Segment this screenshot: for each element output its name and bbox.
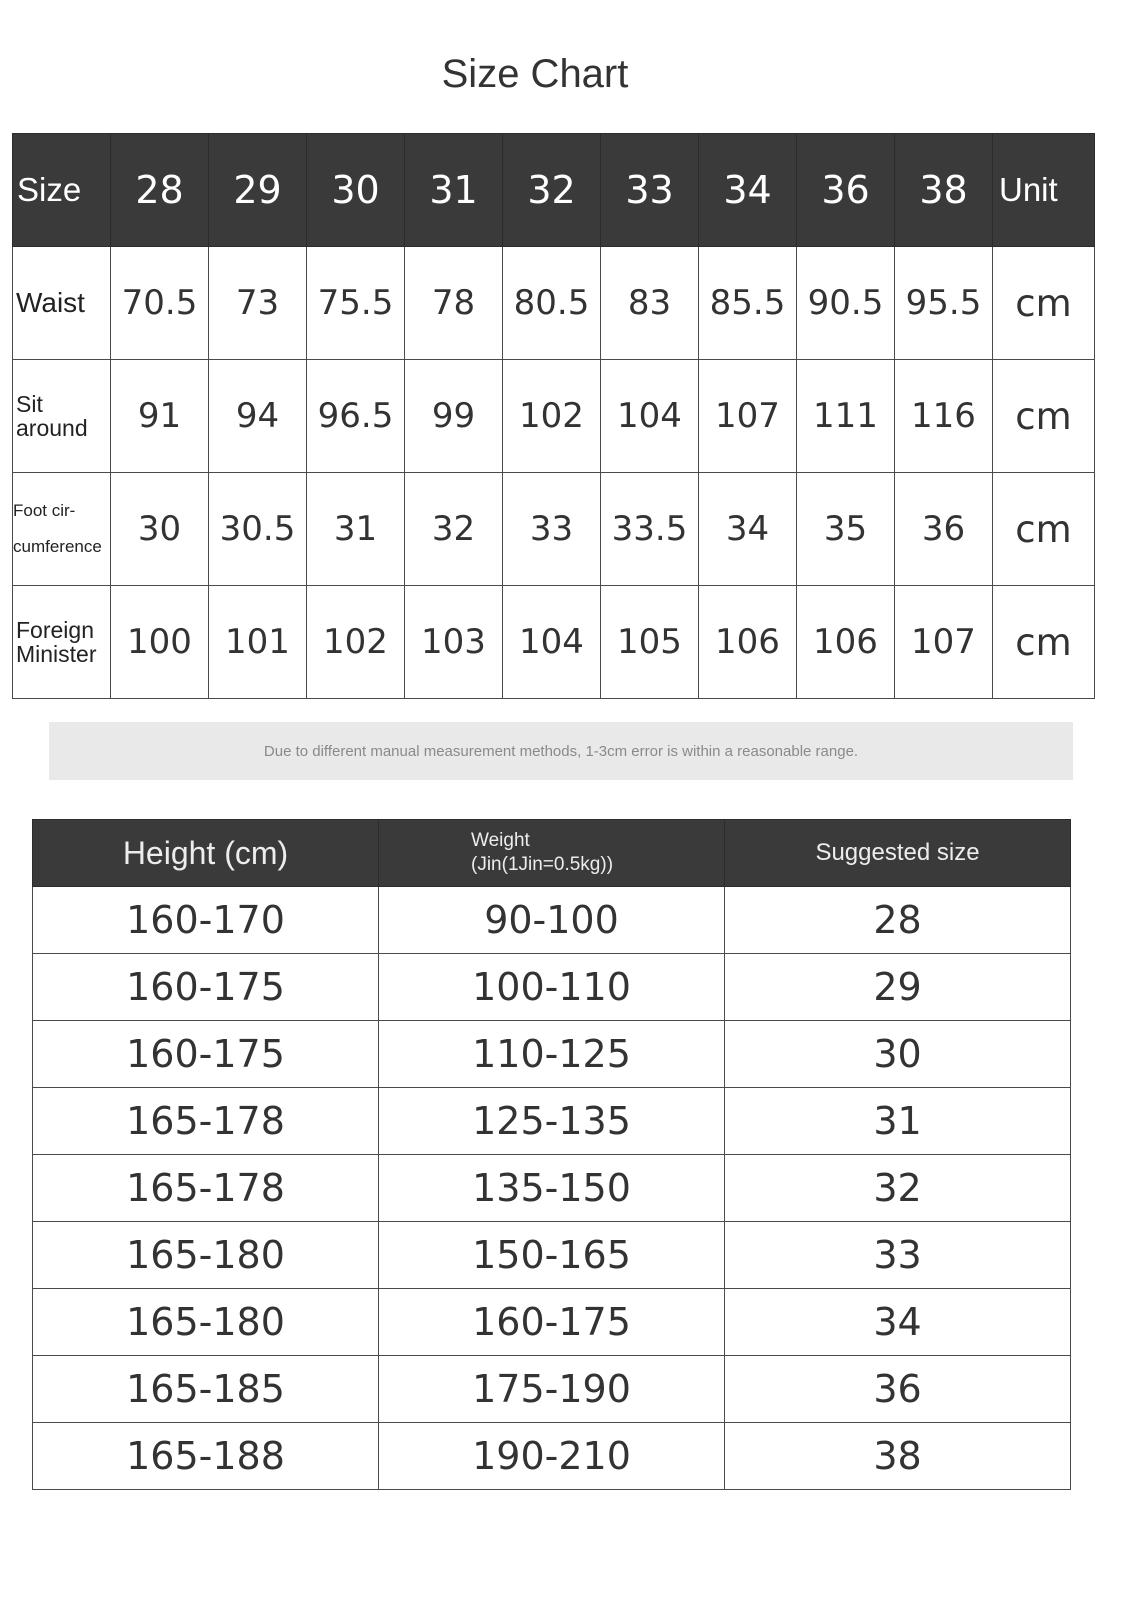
row-label-line: Minister — [16, 641, 97, 667]
measurement-cell: 101 — [209, 586, 307, 699]
row-label-line: Foreign — [16, 616, 94, 643]
weight-header — [379, 820, 725, 887]
row-label-line: around — [16, 415, 88, 441]
weight-cell: 125-135 — [379, 1088, 725, 1155]
weight-header-line: Weight — [471, 830, 530, 852]
size-cell: 33 — [725, 1222, 1071, 1289]
size-header-cell: 32 — [503, 134, 601, 247]
row-label — [13, 586, 111, 699]
table-row — [33, 1289, 1071, 1356]
row-label-line: Sit — [16, 390, 43, 417]
measurement-cell: 70.5 — [111, 247, 209, 360]
weight-header-line: (Jin(1Jin=0.5kg)) — [471, 854, 614, 875]
weight-cell: 100-110 — [379, 954, 725, 1021]
weight-cell: 190-210 — [379, 1423, 725, 1490]
measurement-cell: 116 — [895, 360, 993, 473]
measurement-cell: 104 — [503, 586, 601, 699]
suggestion-header-row — [33, 820, 1071, 887]
weight-cell: 175-190 — [379, 1356, 725, 1423]
size-header-cell: 30 — [307, 134, 405, 247]
height-cell: 160-170 — [33, 887, 379, 954]
unit-cell: cm — [993, 586, 1095, 699]
weight-cell: 90-100 — [379, 887, 725, 954]
measurement-cell: 102 — [307, 586, 405, 699]
table-row — [33, 887, 1071, 954]
measurement-cell: 100 — [111, 586, 209, 699]
size-suggestion-table — [32, 819, 1071, 1490]
height-cell: 165-180 — [33, 1289, 379, 1356]
measurement-cell: 96.5 — [307, 360, 405, 473]
height-cell: 165-188 — [33, 1423, 379, 1490]
measurement-cell: 83 — [601, 247, 699, 360]
size-header-row — [13, 134, 1095, 247]
sit-around-row — [13, 360, 1095, 473]
measurement-cell: 104 — [601, 360, 699, 473]
waist-row — [13, 247, 1095, 360]
weight-cell: 135-150 — [379, 1155, 725, 1222]
size-measurement-table — [12, 133, 1095, 699]
measurement-cell: 90.5 — [797, 247, 895, 360]
measurement-cell: 32 — [405, 473, 503, 586]
measurement-cell: 95.5 — [895, 247, 993, 360]
measurement-cell: 80.5 — [503, 247, 601, 360]
size-header-cell: 33 — [601, 134, 699, 247]
height-cell: 160-175 — [33, 1021, 379, 1088]
measurement-cell: 99 — [405, 360, 503, 473]
size-cell: 36 — [725, 1356, 1071, 1423]
row-label-line: cumference — [13, 537, 102, 556]
height-cell: 160-175 — [33, 954, 379, 1021]
table-row — [33, 1356, 1071, 1423]
height-cell: 165-180 — [33, 1222, 379, 1289]
measurement-cell: 107 — [699, 360, 797, 473]
suggested-size-header: Suggested size — [725, 820, 1071, 887]
foreign-minister-row — [13, 586, 1095, 699]
measurement-cell: 33.5 — [601, 473, 699, 586]
unit-cell: cm — [993, 360, 1095, 473]
row-label — [13, 473, 111, 586]
size-header-cell: 28 — [111, 134, 209, 247]
measurement-cell: 94 — [209, 360, 307, 473]
table-row — [33, 1021, 1071, 1088]
size-header-cell: 38 — [895, 134, 993, 247]
height-cell: 165-185 — [33, 1356, 379, 1423]
height-header: Height (cm) — [33, 820, 379, 887]
measurement-cell: 30 — [111, 473, 209, 586]
measurement-cell: 30.5 — [209, 473, 307, 586]
measurement-note: Due to different manual measurement methods, 1-3cm error is within a reasonable range. — [49, 722, 1073, 780]
row-label: Waist — [13, 247, 111, 360]
measurement-cell: 35 — [797, 473, 895, 586]
measurement-cell: 103 — [405, 586, 503, 699]
measurement-cell: 106 — [797, 586, 895, 699]
height-cell: 165-178 — [33, 1088, 379, 1155]
measurement-cell: 33 — [503, 473, 601, 586]
size-header-label: Size — [13, 134, 111, 247]
size-header-cell: 29 — [209, 134, 307, 247]
size-cell: 29 — [725, 954, 1071, 1021]
row-label-line: Foot cir- — [13, 501, 76, 521]
weight-cell: 150-165 — [379, 1222, 725, 1289]
weight-cell: 160-175 — [379, 1289, 725, 1356]
measurement-cell: 78 — [405, 247, 503, 360]
measurement-cell: 106 — [699, 586, 797, 699]
table-row — [33, 1222, 1071, 1289]
measurement-cell: 107 — [895, 586, 993, 699]
size-cell: 30 — [725, 1021, 1071, 1088]
row-label — [13, 360, 111, 473]
table-row — [33, 1155, 1071, 1222]
measurement-cell: 75.5 — [307, 247, 405, 360]
table-row — [33, 1088, 1071, 1155]
measurement-cell: 111 — [797, 360, 895, 473]
unit-header: Unit — [993, 134, 1095, 247]
measurement-cell: 31 — [307, 473, 405, 586]
measurement-cell: 34 — [699, 473, 797, 586]
size-cell: 28 — [725, 887, 1071, 954]
measurement-cell: 73 — [209, 247, 307, 360]
weight-cell: 110-125 — [379, 1021, 725, 1088]
size-header-cell: 36 — [797, 134, 895, 247]
height-cell: 165-178 — [33, 1155, 379, 1222]
measurement-cell: 105 — [601, 586, 699, 699]
page-title: Size Chart — [441, 52, 629, 96]
measurement-cell: 85.5 — [699, 247, 797, 360]
foot-circumference-row — [13, 473, 1095, 586]
measurement-cell: 91 — [111, 360, 209, 473]
measurement-cell: 36 — [895, 473, 993, 586]
size-header-cell: 34 — [699, 134, 797, 247]
size-cell: 38 — [725, 1423, 1071, 1490]
table-row — [33, 1423, 1071, 1490]
measurement-cell: 102 — [503, 360, 601, 473]
size-cell: 31 — [725, 1088, 1071, 1155]
size-cell: 32 — [725, 1155, 1071, 1222]
size-cell: 34 — [725, 1289, 1071, 1356]
unit-cell: cm — [993, 473, 1095, 586]
size-header-cell: 31 — [405, 134, 503, 247]
unit-cell: cm — [993, 247, 1095, 360]
table-row — [33, 954, 1071, 1021]
